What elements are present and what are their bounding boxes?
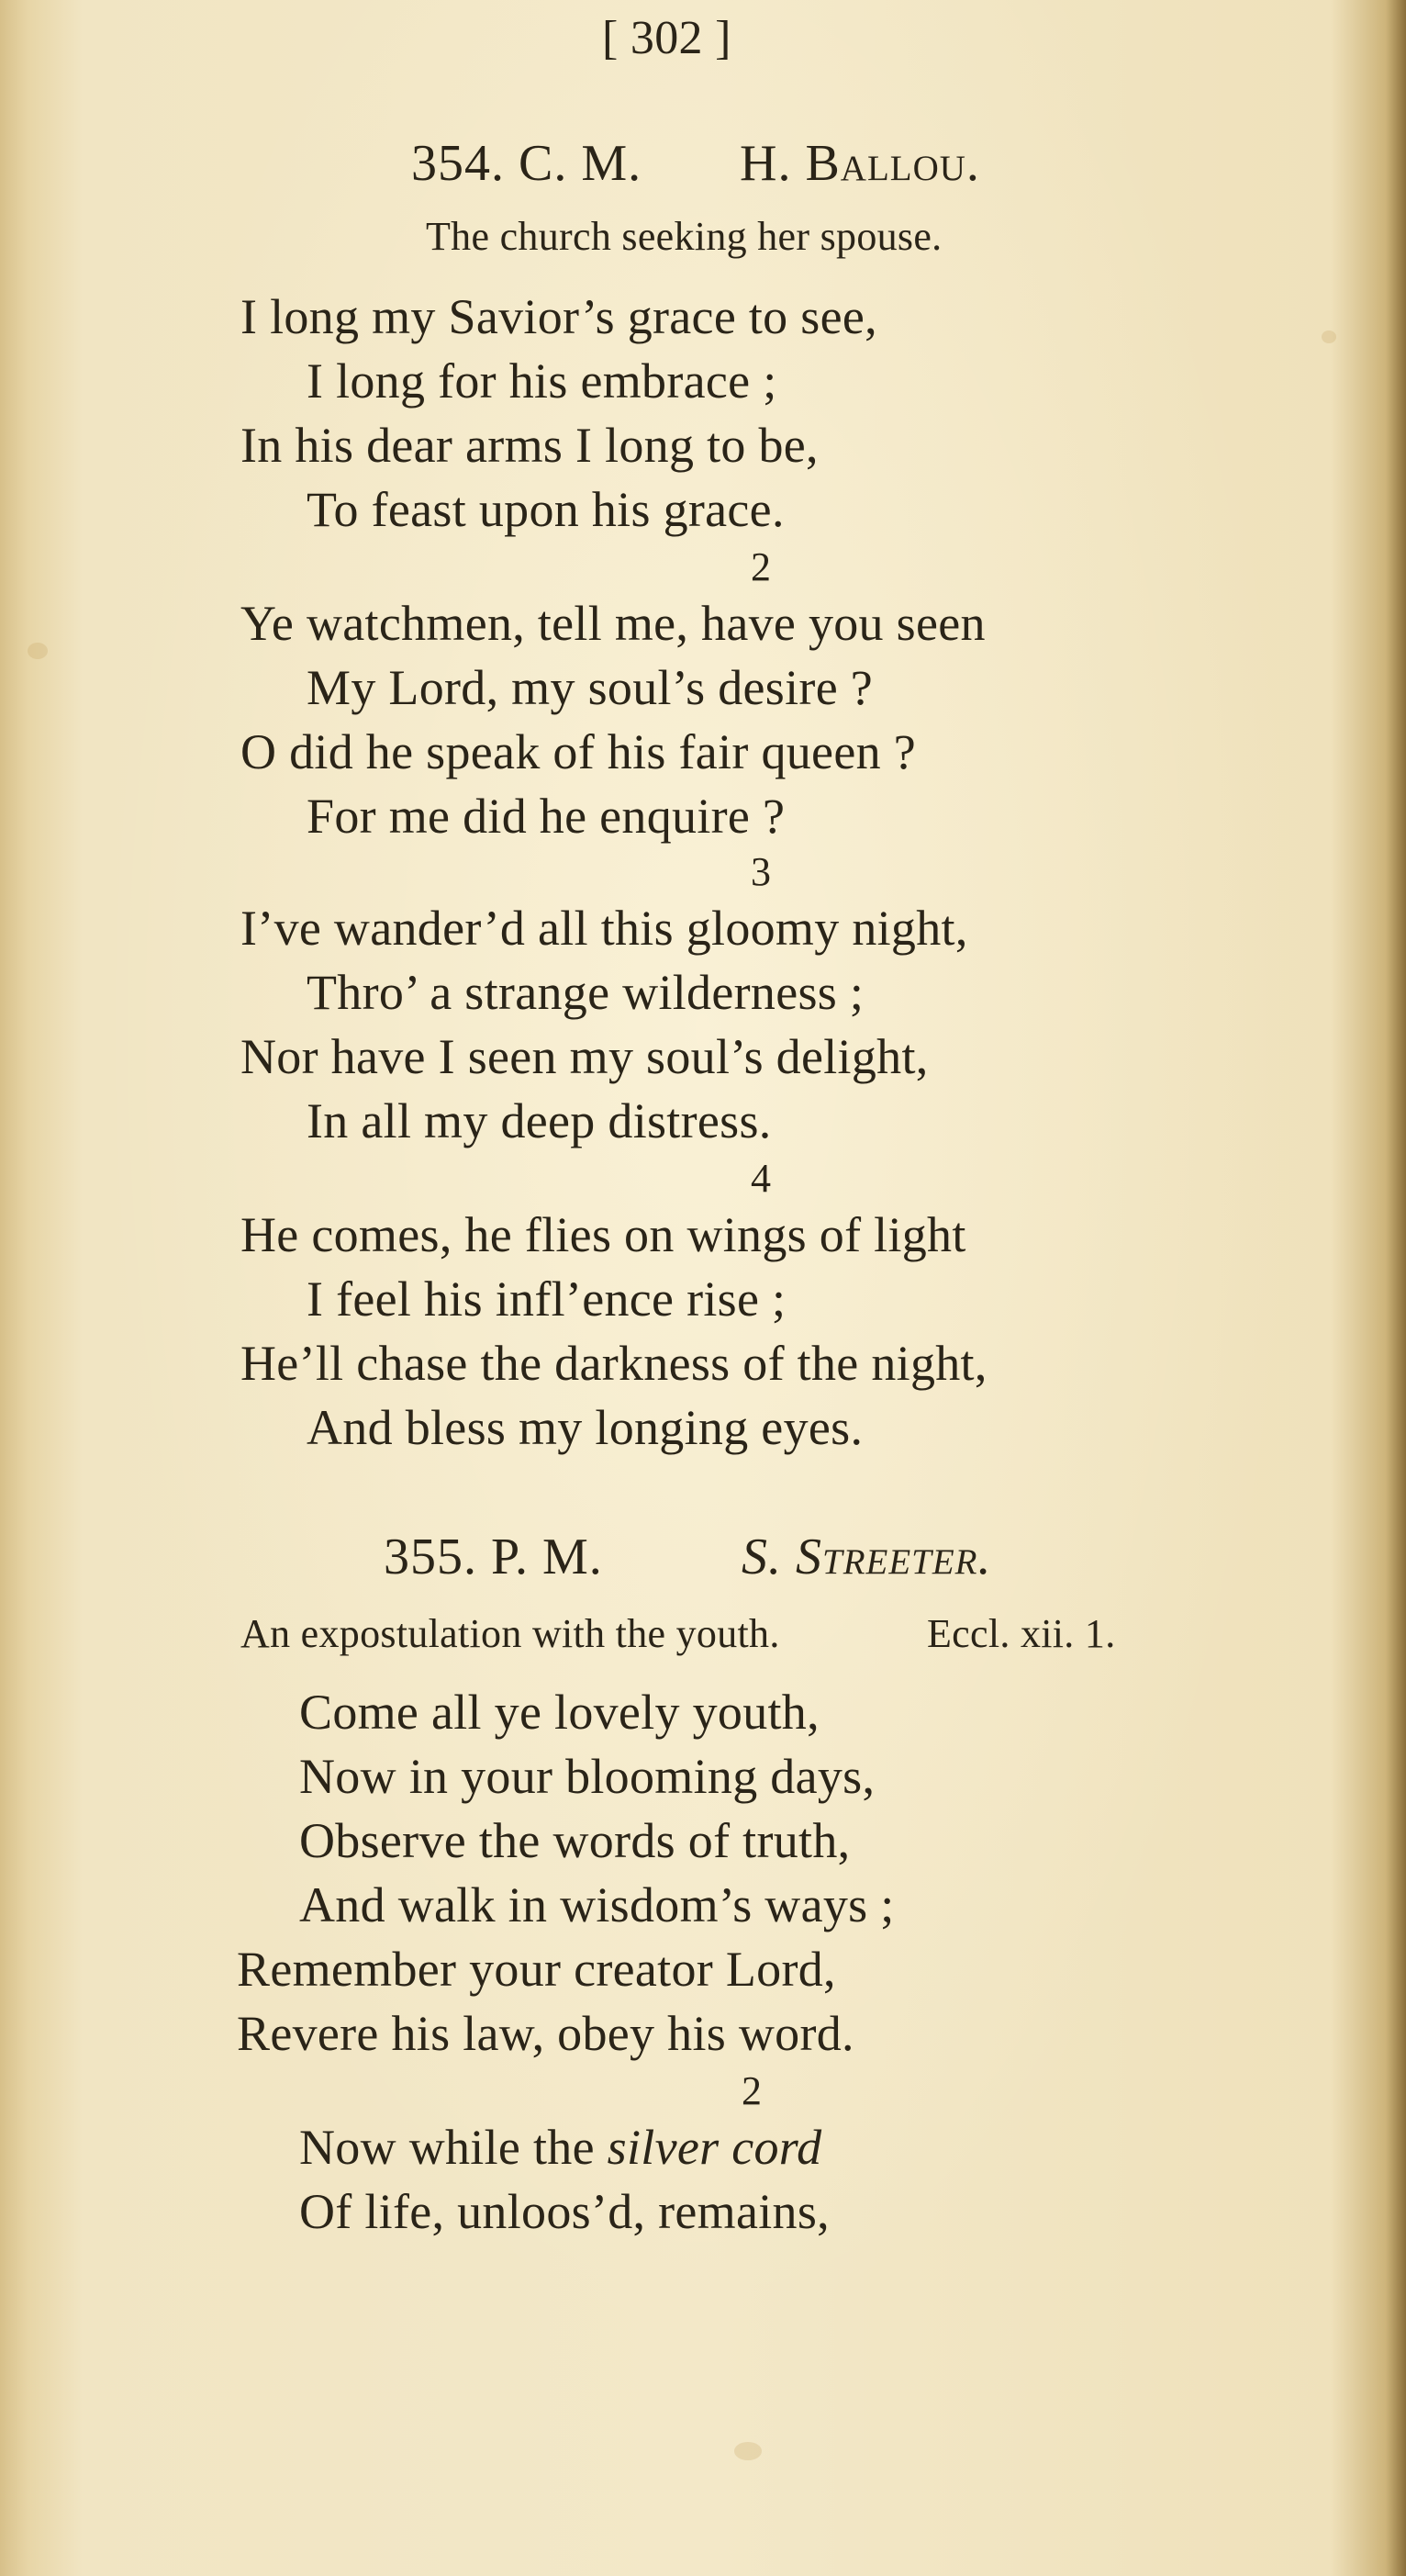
verse-line: Come all ye lovely youth, xyxy=(299,1685,820,1740)
hymn-354-author: H. Ballou. xyxy=(740,135,980,192)
hymn-354-subtitle: The church seeking her spouse. xyxy=(426,214,943,259)
verse-line: Now in your blooming days, xyxy=(299,1749,876,1804)
verse-line: Of life, unloos’d, remains, xyxy=(299,2184,830,2239)
hymn-355-number: 355. P. M. xyxy=(384,1529,603,1585)
hymn-354-number: 354. C. M. xyxy=(411,135,642,192)
verse-line: For me did he enquire ? xyxy=(307,789,786,844)
verse-line-italic-text: silver cord xyxy=(607,2120,822,2175)
verse-line: I’ve wander’d all this gloomy night, xyxy=(240,901,968,956)
verse-line: I long for his embrace ; xyxy=(307,353,777,409)
stanza-number: 3 xyxy=(751,849,772,894)
verse-line: Revere his law, obey his word. xyxy=(237,2006,854,2061)
verse-line: In all my deep distress. xyxy=(307,1093,772,1148)
verse-line: He’ll chase the darkness of the night, xyxy=(240,1336,988,1391)
verse-line: And bless my longing eyes. xyxy=(307,1400,864,1455)
verse-line: My Lord, my soul’s desire ? xyxy=(307,660,874,715)
stanza-number: 2 xyxy=(742,2068,763,2113)
page-stain xyxy=(734,2442,762,2460)
verse-line: Thro’ a strange wilderness ; xyxy=(307,965,865,1020)
page-stain xyxy=(1322,330,1336,343)
verse-line: Remember your creator Lord, xyxy=(237,1942,836,1997)
verse-line: O did he speak of his fair queen ? xyxy=(240,724,916,779)
verse-line-text: Now while the xyxy=(299,2120,595,2175)
stanza-number: 4 xyxy=(751,1156,772,1201)
verse-line: I long my Savior’s grace to see, xyxy=(240,289,877,344)
verse-line: And walk in wisdom’s ways ; xyxy=(299,1877,895,1932)
page-number: [ 302 ] xyxy=(602,12,731,64)
verse-line: Ye watchmen, tell me, have you seen xyxy=(240,596,986,651)
verse-line: He comes, he flies on wings of light xyxy=(240,1207,966,1262)
hymn-355-reference: Eccl. xii. 1. xyxy=(927,1611,1116,1656)
hymn-355-author: S. Streeter. xyxy=(742,1529,992,1585)
verse-line: Observe the words of truth, xyxy=(299,1813,851,1868)
hymn-355-subtitle: An expostulation with the youth. xyxy=(240,1611,780,1656)
page-stain xyxy=(28,643,48,659)
verse-line: Nor have I seen my soul’s delight, xyxy=(240,1029,929,1084)
stanza-number: 2 xyxy=(751,544,772,589)
verse-line: In his dear arms I long to be, xyxy=(240,418,819,473)
verse-line: I feel his infl’ence rise ; xyxy=(307,1271,787,1327)
verse-line xyxy=(299,2120,822,2175)
verse-line: To feast upon his grace. xyxy=(307,482,785,537)
